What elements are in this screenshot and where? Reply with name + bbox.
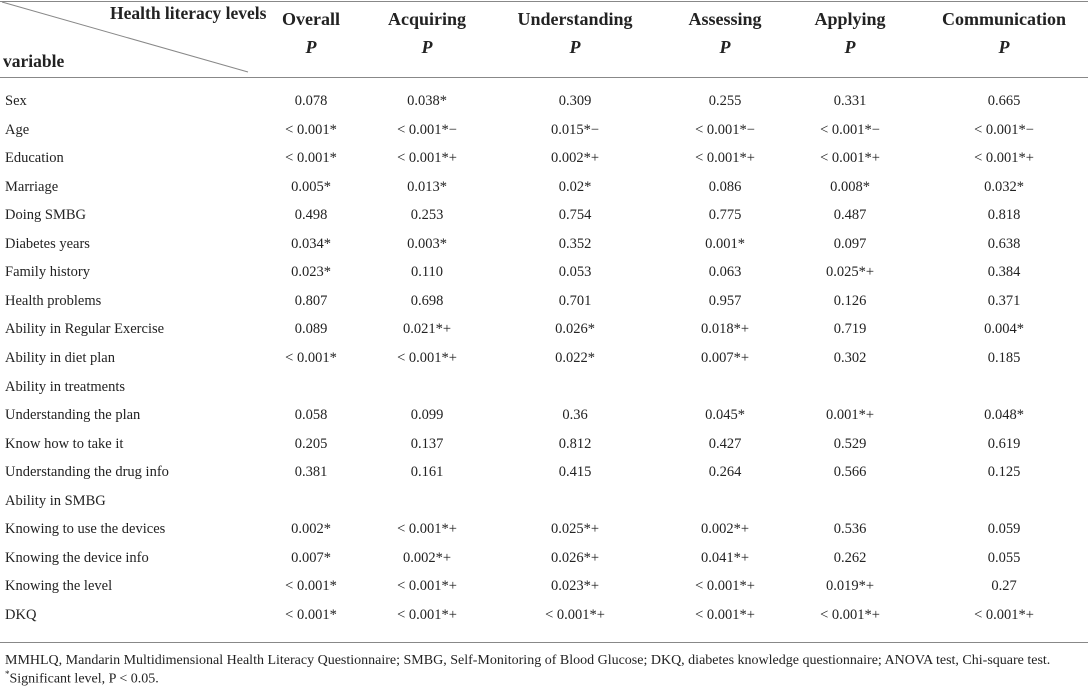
table-cell: 0.021*+	[402, 321, 452, 338]
table-cell: 0.775	[708, 207, 742, 224]
table-cell: 0.026*+	[550, 549, 600, 566]
table-cell: 0.264	[708, 464, 742, 481]
column-header-acquiring: Acquiring	[387, 9, 467, 29]
table-cell: 0.086	[708, 178, 742, 195]
table-cell: < 0.001*+	[397, 349, 457, 366]
table-cell: < 0.001*+	[695, 150, 755, 167]
row-label: Health problems	[5, 292, 102, 309]
table-cell: 0.498	[294, 207, 328, 224]
table-cell: 0.015*−	[550, 121, 600, 138]
table-cell: 0.019*+	[825, 578, 875, 595]
table-cell: 0.27	[991, 578, 1017, 595]
table-cell: 0.262	[833, 549, 867, 566]
corner-header-health-literacy: Health literacy levels	[110, 3, 267, 23]
table-cell: 0.371	[987, 292, 1021, 309]
row-label: Understanding the drug info	[5, 464, 169, 481]
row-label: Ability in diet plan	[5, 349, 115, 366]
table-cell: 0.125	[987, 464, 1021, 481]
table-cell: 0.529	[833, 435, 867, 452]
table-cell: 0.812	[558, 435, 592, 452]
table-cell: 0.053	[558, 264, 592, 281]
table-cell: 0.665	[987, 93, 1021, 109]
row-label: Ability in treatments	[5, 378, 126, 395]
table-cell: 0.205	[294, 435, 328, 452]
table-cell: 0.059	[987, 521, 1021, 538]
row-label: Age	[5, 121, 30, 138]
table-cell: 0.638	[987, 235, 1021, 252]
table-cell: < 0.001*+	[397, 578, 457, 595]
table-cell: 0.023*+	[550, 578, 600, 595]
table-cell: 0.957	[708, 292, 742, 309]
table-cell: 0.008*	[830, 178, 870, 195]
table-cell: 0.022*	[555, 349, 595, 366]
table-cell: < 0.001*	[285, 349, 337, 366]
table-cell: 0.013*	[407, 178, 447, 195]
table-cell: 0.719	[833, 321, 867, 338]
corner-header-variable: variable	[3, 51, 65, 71]
footnote-abbreviations: MMHLQ, Mandarin Multidimensional Health Literacy Questionnaire; SMBG, Self-Monitoring of Blood Glucose; DKQ, diabetes knowledge questionnaire; ANOVA test, Chi-square test.	[5, 653, 1051, 668]
table-cell: 0.137	[410, 435, 444, 452]
table-cell: 0.487	[833, 207, 867, 224]
column-subheader-p: P	[844, 37, 856, 57]
table-cell: 0.063	[708, 264, 742, 281]
table-cell: 0.025*+	[825, 264, 875, 281]
table-cell: 0.427	[708, 435, 742, 452]
table-cell: 0.002*+	[550, 150, 600, 167]
table-cell: 0.001*+	[825, 407, 875, 424]
table-cell: 0.110	[410, 264, 444, 281]
table-cell: 0.698	[410, 292, 444, 309]
column-header-understanding: Understanding	[517, 9, 633, 29]
table-cell: 0.352	[558, 235, 592, 252]
column-subheader-p: P	[719, 37, 731, 57]
table-cell: < 0.001*	[285, 606, 337, 623]
table-cell: < 0.001*−	[397, 121, 457, 138]
table-cell: 0.701	[558, 292, 592, 309]
table-cell: 0.331	[833, 93, 867, 109]
table-cell: 0.36	[562, 407, 588, 424]
table-cell: 0.099	[410, 407, 444, 424]
table-cell: 0.807	[294, 292, 328, 309]
table-cell: 0.005*	[291, 178, 331, 195]
table-bottom-rule	[0, 642, 1088, 643]
table-cell: 0.309	[558, 93, 592, 109]
row-label: Ability in SMBG	[5, 492, 106, 509]
table-cell: 0.048*	[984, 407, 1024, 424]
table-cell: < 0.001*	[285, 121, 337, 138]
table-cell: 0.038*	[407, 93, 447, 109]
table-cell: 0.007*	[291, 549, 331, 566]
row-label: Knowing to use the devices	[5, 521, 166, 538]
column-header-communication: Communication	[941, 9, 1067, 29]
table-cell: < 0.001*+	[974, 606, 1034, 623]
table-cell: 0.032*	[984, 178, 1024, 195]
table-cell: 0.041*+	[700, 549, 750, 566]
table-cell: 0.007*+	[700, 349, 750, 366]
table-cell: 0.058	[294, 407, 328, 424]
row-label: Knowing the level	[5, 578, 113, 595]
table-cell: < 0.001*+	[397, 150, 457, 167]
row-label: Family history	[5, 264, 90, 281]
table-cell: < 0.001*+	[695, 578, 755, 595]
table-cell: 0.089	[294, 321, 328, 338]
row-label: DKQ	[5, 606, 37, 623]
table-cell: 0.754	[558, 207, 592, 224]
table-cell: 0.381	[294, 464, 328, 481]
table-cell: < 0.001*−	[695, 121, 755, 138]
significance-mark: *	[5, 669, 10, 679]
table-cell: 0.415	[558, 464, 592, 481]
table-cell: 0.253	[410, 207, 444, 224]
table-cell: 0.02*	[558, 178, 592, 195]
table-cell: 0.023*	[291, 264, 331, 281]
table-cell: 0.302	[833, 349, 867, 366]
table-cell: 0.566	[833, 464, 867, 481]
row-label: Education	[5, 150, 64, 167]
table-cell: 0.619	[987, 435, 1021, 452]
significance-text: Significant level, P < 0.05.	[9, 671, 159, 687]
row-label: Know how to take it	[5, 435, 124, 452]
table-cell: < 0.001*−	[974, 121, 1034, 138]
table-cell: 0.026*	[555, 321, 595, 338]
header-bottom-rule	[0, 77, 1088, 78]
row-label: Knowing the device info	[5, 549, 149, 566]
row-label: Diabetes years	[5, 235, 90, 252]
column-header-overall: Overall	[282, 9, 340, 29]
table-cell: 0.078	[294, 93, 328, 109]
table-cell: 0.002*+	[700, 521, 750, 538]
table-cell: 0.018*+	[700, 321, 750, 338]
table-cell: 0.034*	[291, 235, 331, 252]
table-cell: < 0.001*+	[820, 150, 880, 167]
table-cell: < 0.001*+	[545, 606, 605, 623]
table-cell: 0.055	[987, 549, 1021, 566]
table-cell: 0.161	[410, 464, 444, 481]
column-header-assessing: Assessing	[688, 9, 762, 29]
table-cell: < 0.001*+	[695, 606, 755, 623]
table-cell: 0.384	[987, 264, 1021, 281]
table-cell: < 0.001*+	[974, 150, 1034, 167]
table-cell: 0.818	[987, 207, 1021, 224]
row-label: Ability in Regular Exercise	[5, 321, 165, 338]
table-cell: < 0.001*+	[397, 606, 457, 623]
column-subheader-p: P	[569, 37, 581, 57]
column-subheader-p: P	[421, 37, 433, 57]
table-cell: 0.097	[833, 235, 867, 252]
table-cell: < 0.001*−	[820, 121, 880, 138]
row-label: Doing SMBG	[5, 207, 86, 224]
column-subheader-p: P	[998, 37, 1010, 57]
row-label: Understanding the plan	[5, 407, 141, 424]
column-header-applying: Applying	[814, 9, 886, 29]
footnote-significance	[5, 669, 159, 688]
table-cell: 0.002*	[291, 521, 331, 538]
table-cell: 0.536	[833, 521, 867, 538]
table-cell: 0.001*	[705, 235, 745, 252]
table-cell: < 0.001*	[285, 150, 337, 167]
table-cell: 0.185	[987, 349, 1021, 366]
row-label: Sex	[5, 93, 27, 109]
table-cell: 0.025*+	[550, 521, 600, 538]
table-cell: 0.002*+	[402, 549, 452, 566]
table-cell: 0.003*	[407, 235, 447, 252]
table-cell: < 0.001*+	[397, 521, 457, 538]
table-cell: 0.126	[833, 292, 867, 309]
column-subheader-p: P	[305, 37, 317, 57]
table-cell: 0.255	[708, 93, 742, 109]
table-cell: < 0.001*	[285, 578, 337, 595]
table-cell: 0.004*	[984, 321, 1024, 338]
table-cell: < 0.001*+	[820, 606, 880, 623]
table-cell: 0.045*	[705, 407, 745, 424]
row-label: Marriage	[5, 178, 59, 195]
